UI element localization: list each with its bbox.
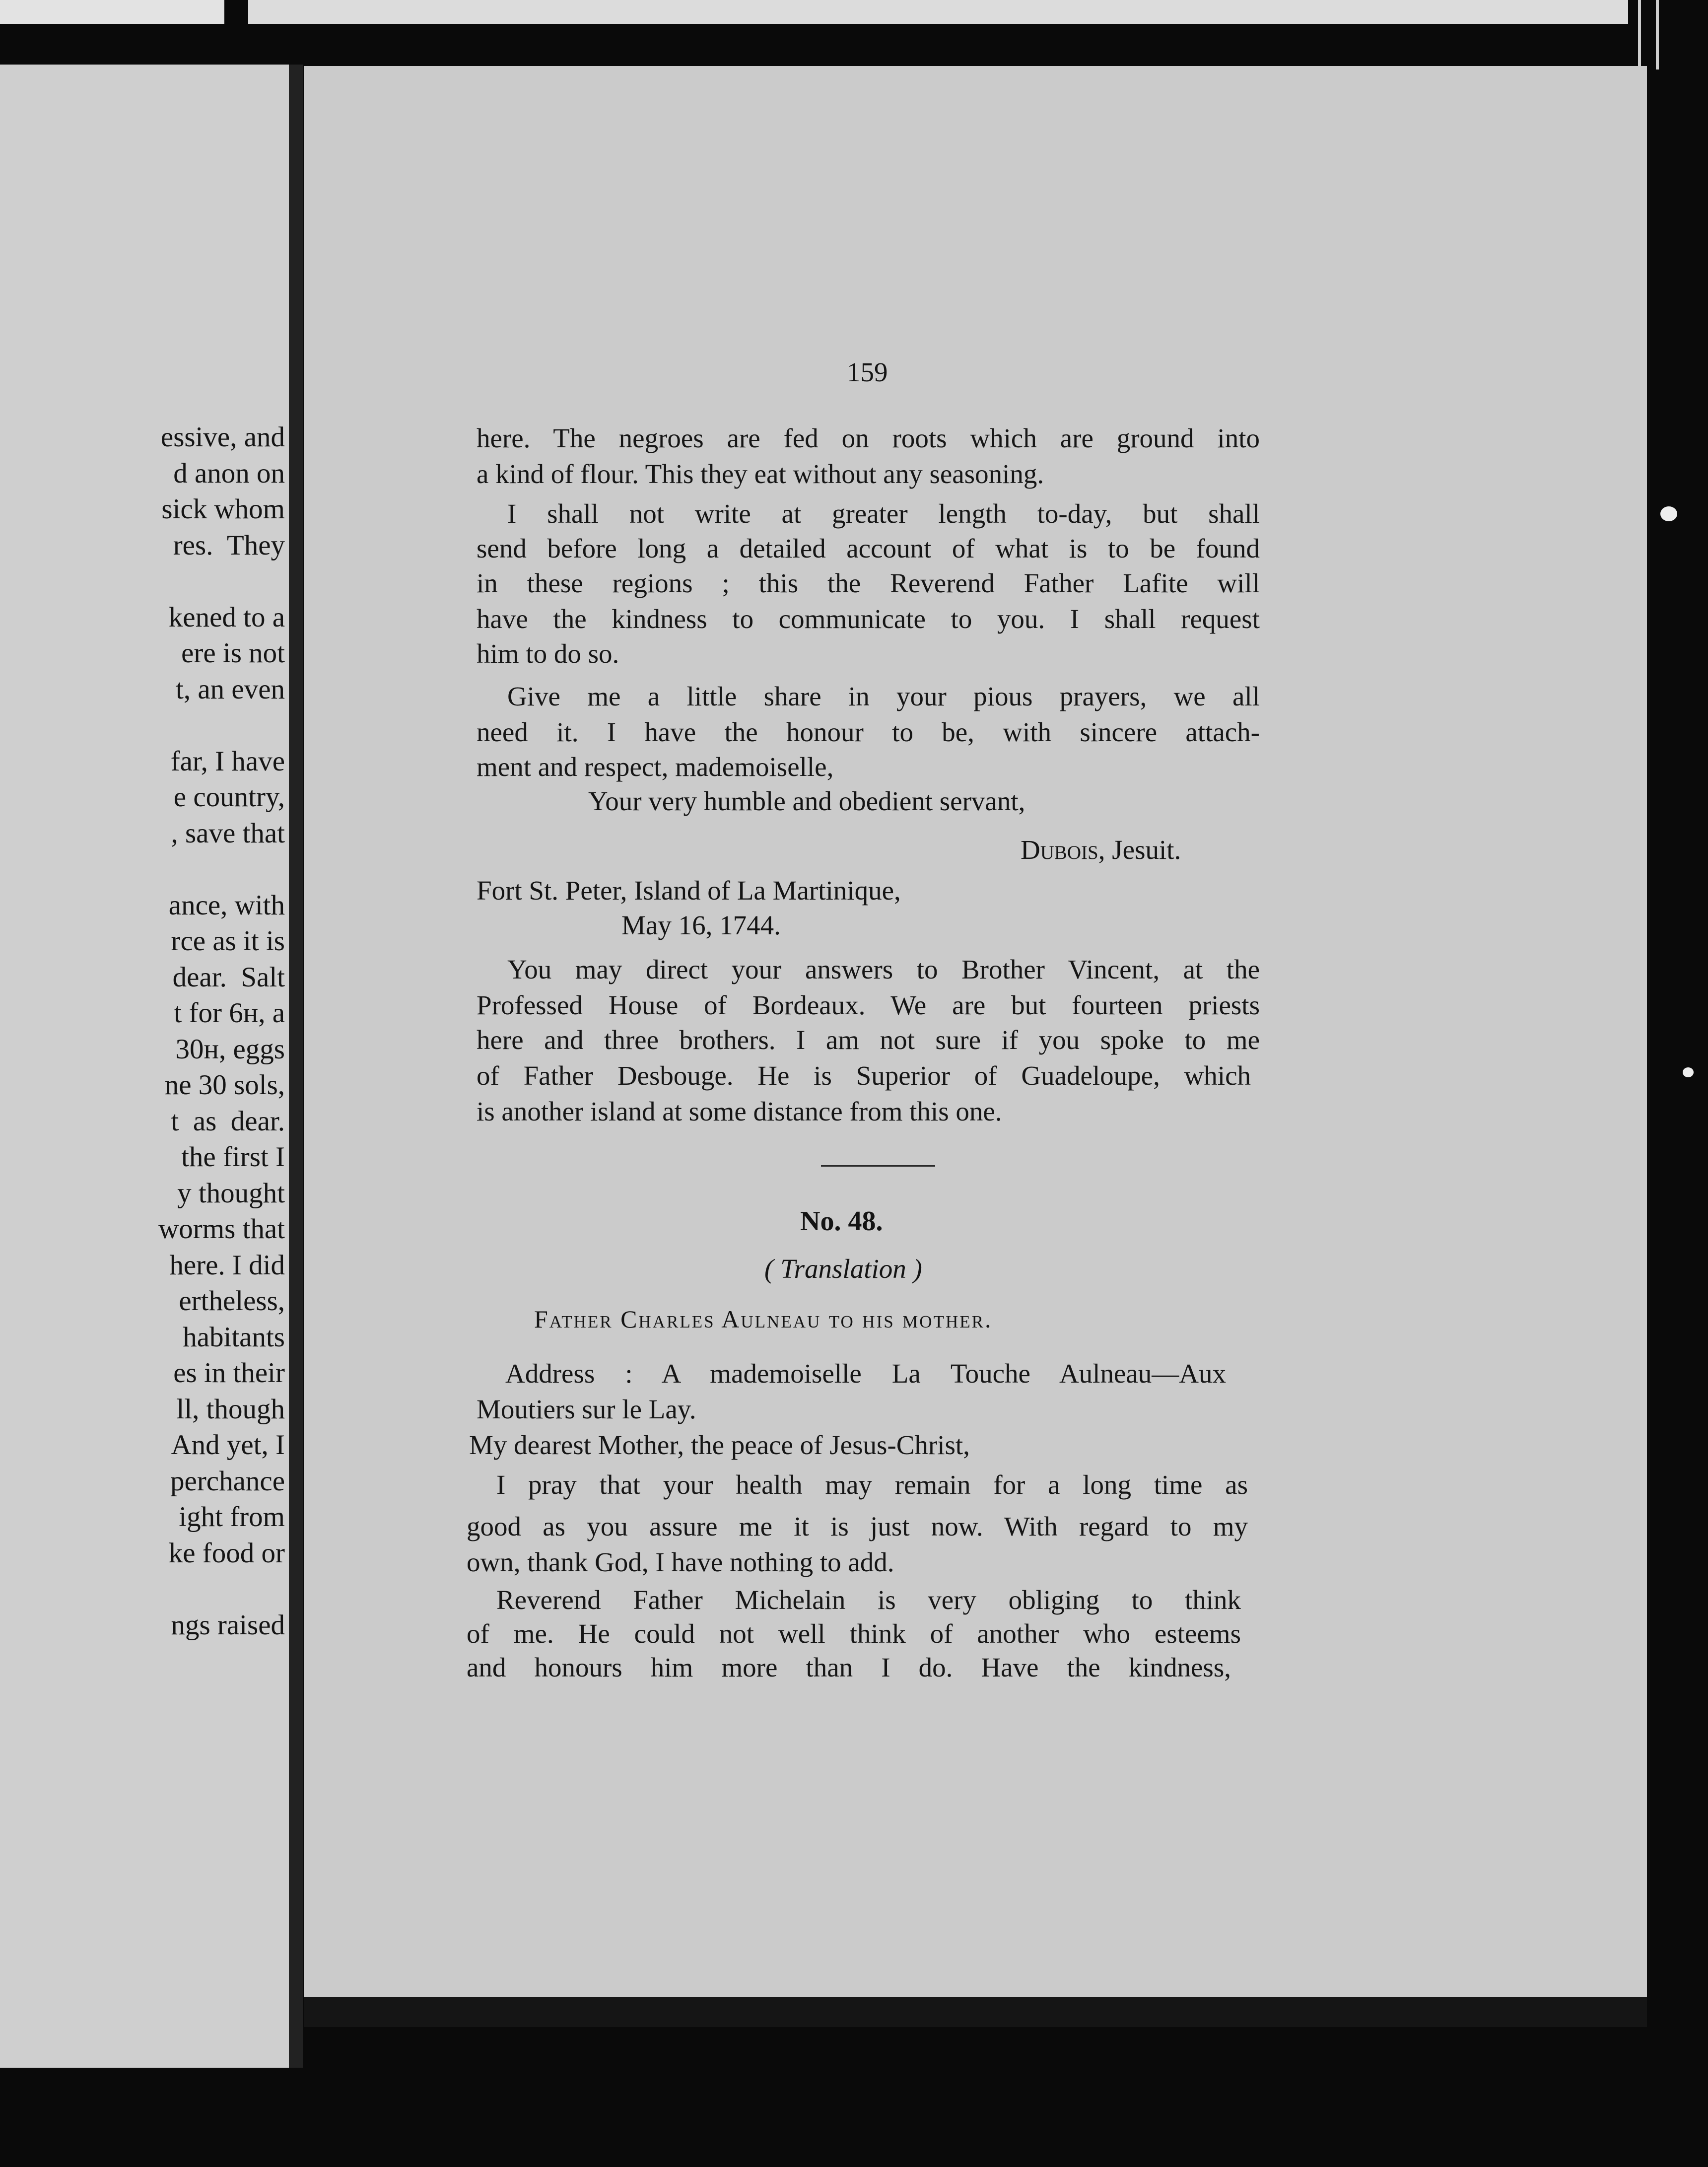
dust-speck: [1660, 506, 1677, 521]
previous-page-line: essive, and: [160, 421, 285, 453]
salutation: My dearest Mother, the peace of Jesus-Christ,: [469, 1430, 970, 1460]
previous-page-line: t as dear.: [171, 1105, 285, 1137]
text-line: I shall not write at greater length to-day, but shall: [507, 498, 1260, 529]
previous-page-line: habitants: [183, 1321, 285, 1353]
postscript-line: is another island at some distance from this one.: [477, 1096, 1002, 1126]
book-gutter: [289, 65, 303, 2068]
text-line: ment and respect, mademoiselle,: [477, 752, 834, 782]
body-line: of me. He could not well think of another who esteems: [467, 1618, 1241, 1649]
previous-page-line: e country,: [173, 781, 285, 813]
postscript-line: You may direct your answers to Brother Vincent, at the: [507, 954, 1260, 984]
previous-page-line: far, I have: [170, 745, 285, 777]
previous-page-line: t for 6ʜ, a: [174, 997, 285, 1029]
previous-page-line: dear. Salt: [172, 961, 285, 993]
previous-page-line: perchance: [170, 1465, 285, 1497]
previous-page-line: worms that: [158, 1213, 285, 1245]
previous-page-line: ere is not: [181, 637, 285, 669]
text-line: send before long a detailed account of what is to be found: [477, 533, 1260, 563]
previous-page-line: rce as it is: [171, 925, 285, 957]
previous-page-line: here. I did: [169, 1249, 285, 1281]
address-line: Address : A mademoiselle La Touche Aulneau—Aux: [505, 1358, 1226, 1389]
postscript-line: of Father Desbouge. He is Superior of Guadeloupe, which: [477, 1060, 1251, 1091]
text-line: a kind of flour. This they eat without any seasoning.: [477, 459, 1044, 489]
postscript-line: Professed House of Bordeaux. We are but fourteen priests: [477, 990, 1260, 1020]
previous-page-line: t, an even: [176, 673, 285, 705]
previous-page-top-edge: [0, 0, 224, 24]
text-line: have the kindness to communicate to you. I shall request: [477, 604, 1260, 634]
date-line: May 16, 1744.: [621, 910, 781, 940]
previous-page-line: ll, though: [176, 1393, 285, 1425]
previous-page-line: the first I: [181, 1141, 285, 1173]
previous-page-line: es in their: [173, 1357, 285, 1389]
previous-page-line: [0, 563, 285, 600]
section-divider: [821, 1165, 935, 1167]
previous-page-text: [0, 419, 285, 1643]
letter-heading: Father Charles Aulneau to his mother.: [534, 1305, 993, 1333]
page-top-edge: [248, 0, 1628, 24]
previous-page-line: ke food or: [168, 1537, 285, 1569]
body-line: and honours him more than I do. Have the kindness,: [467, 1652, 1231, 1682]
translation-note: ( Translation ): [764, 1254, 922, 1284]
text-line: him to do so.: [477, 638, 619, 669]
text-line: here. The negroes are fed on roots which are ground into: [477, 423, 1260, 453]
previous-page-line: And yet, I: [171, 1429, 285, 1461]
previous-page-line: [0, 851, 285, 888]
postscript-line: here and three brothers. I am not sure if you spoke to me: [477, 1025, 1260, 1055]
previous-page-line: kened to a: [168, 601, 285, 633]
previous-page-line: y thought: [177, 1177, 285, 1209]
place-line: Fort St. Peter, Island of La Martinique,: [477, 875, 901, 906]
previous-page-line: , save that: [171, 817, 285, 849]
body-line: good as you assure me it is just now. With regard to my: [467, 1511, 1248, 1541]
previous-page-line: ngs raised: [171, 1609, 285, 1641]
frame-edge: [1638, 0, 1659, 70]
text-line: need it. I have the honour to be, with sincere attach-: [477, 717, 1260, 747]
previous-page-line: [0, 1571, 285, 1608]
signature-title: , Jesuit.: [1098, 835, 1181, 865]
signature: [1021, 834, 1181, 865]
previous-page-line: sick whom: [161, 493, 285, 525]
previous-page-line: d anon on: [173, 457, 285, 489]
previous-page: [0, 65, 289, 2068]
previous-page-line: ne 30 sols,: [164, 1069, 285, 1101]
body-line: I pray that your health may remain for a long time as: [496, 1469, 1248, 1500]
text-line: in these regions ; this the Reverend Father Lafite will: [477, 568, 1260, 598]
previous-page-line: 30ʜ, eggs: [175, 1033, 285, 1065]
previous-page-line: res. They: [173, 529, 285, 561]
text-line: Give me a little share in your pious prayers, we all: [507, 681, 1260, 711]
letter-number: No. 48.: [800, 1206, 883, 1237]
address-line: Moutiers sur le Lay.: [477, 1394, 696, 1424]
previous-page-line: ance, with: [168, 889, 285, 921]
page-number: 159: [847, 357, 888, 387]
body-line: Reverend Father Michelain is very obliging to think: [496, 1585, 1241, 1615]
page-shadow: [304, 1997, 1647, 2027]
closing-line: Your very humble and obedient servant,: [588, 786, 1025, 816]
body-line: own, thank God, I have nothing to add.: [467, 1547, 894, 1577]
previous-page-line: ight from: [179, 1501, 285, 1533]
signature-name: Dubois: [1021, 835, 1098, 865]
dust-speck: [1683, 1067, 1694, 1077]
previous-page-line: ertheless,: [179, 1285, 285, 1317]
previous-page-line: [0, 707, 285, 744]
